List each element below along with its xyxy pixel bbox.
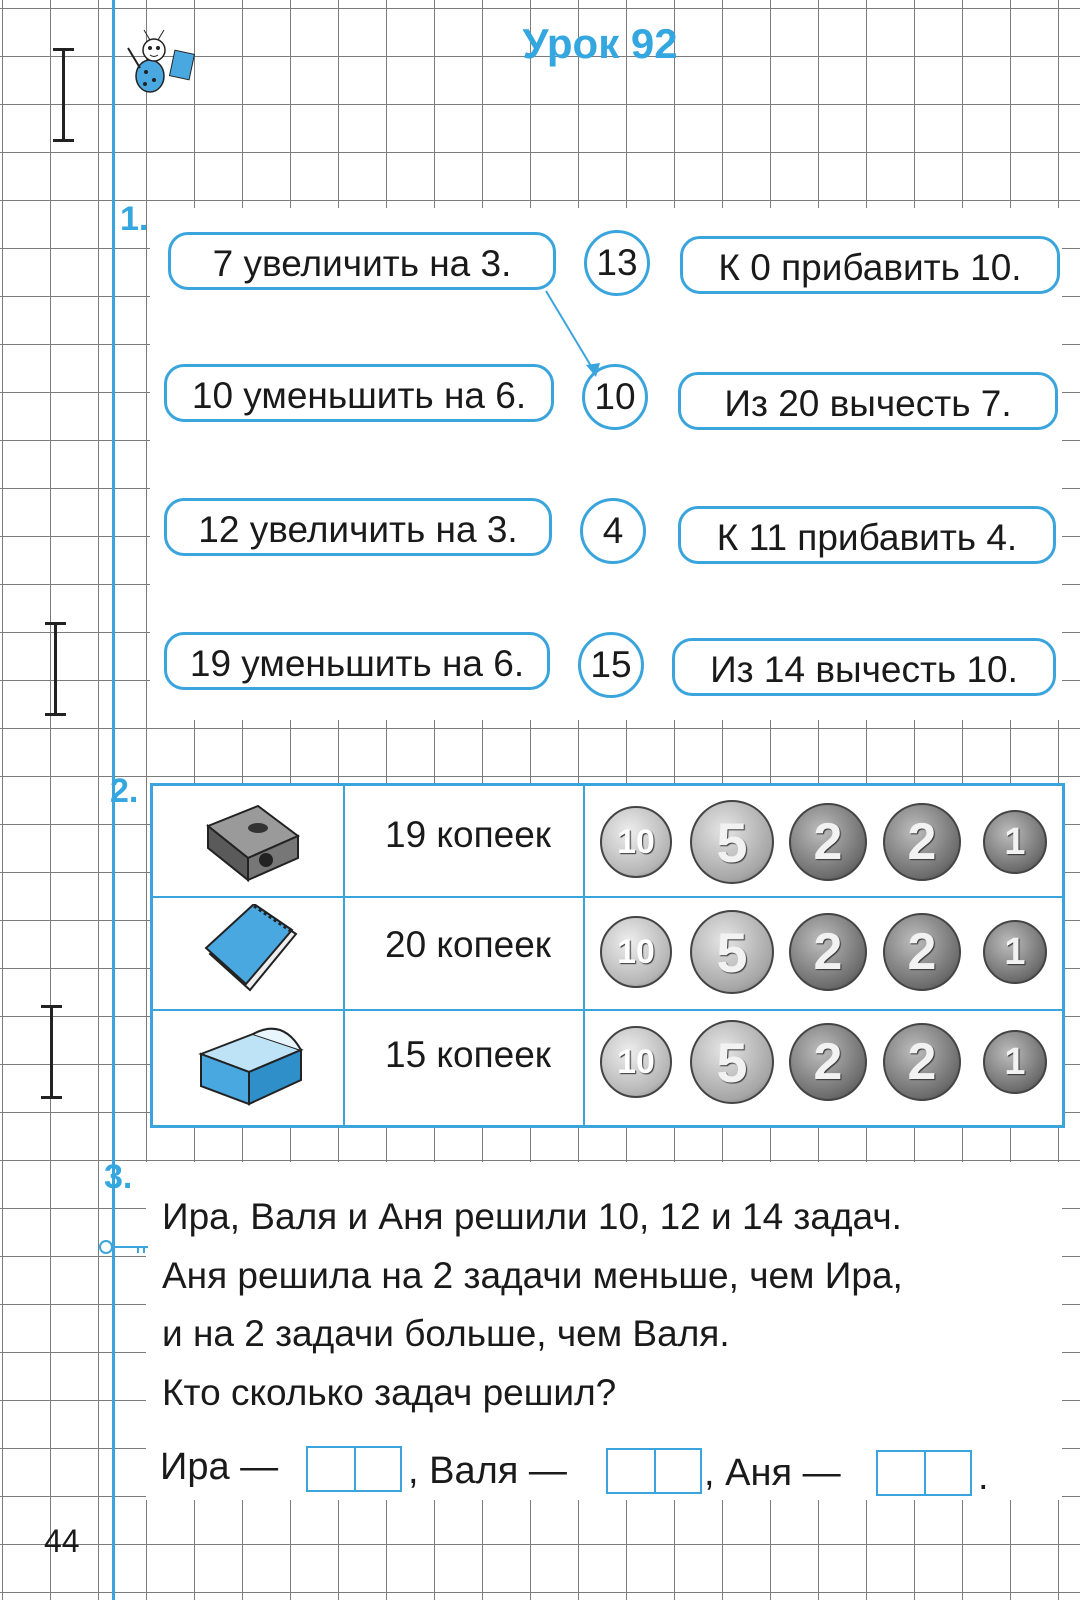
result-circle-1: 13 [584,230,650,296]
problem-line-2: Аня решила на 2 задачи меньше, чем Ира, [162,1255,903,1296]
task1-number: 1. [120,200,149,238]
coin-2[interactable]: 2 [883,1023,961,1101]
answer-label-ira: Ира — [160,1446,279,1488]
result-circle-2: 10 [582,364,648,430]
coin-1[interactable]: 1 [983,920,1047,984]
coin-5[interactable]: 5 [690,800,774,884]
expression-right-1: К 0 прибавить 10. [680,236,1060,294]
coin-2[interactable]: 2 [883,803,961,881]
price-1: 19 копеек [385,814,551,855]
connector-arrow [540,285,610,385]
price-3: 15 копеек [385,1034,551,1075]
result-circle-4: 15 [578,632,644,698]
answer-box-anya[interactable] [876,1450,972,1496]
problem-line-1: Ира, Валя и Аня решили 10, 12 и 14 задач. [162,1196,902,1237]
answer-end: . [978,1456,989,1498]
price-2: 20 копеек [385,924,551,965]
answer-label-valya: , Валя — [408,1450,567,1492]
sharpener-icon [198,796,308,886]
expression-right-2: Из 20 вычесть 7. [678,372,1058,430]
coin-2[interactable]: 2 [789,913,867,991]
page-number: 44 [44,1523,80,1559]
margin-tick [54,622,57,716]
answer-box-valya[interactable] [606,1448,702,1494]
answer-label-anya: , Аня — [704,1452,841,1494]
problem-line-3: и на 2 задачи больше, чем Валя. [162,1313,730,1354]
coin-2[interactable]: 2 [789,803,867,881]
expression-left-4: 19 уменьшить на 6. [164,632,550,690]
answer-box-ira[interactable] [306,1446,402,1492]
coin-2[interactable]: 2 [789,1023,867,1101]
coin-1[interactable]: 1 [983,810,1047,874]
coin-10[interactable]: 10 [600,1026,672,1098]
expression-left-1: 7 увеличить на 3. [168,232,556,290]
expression-right-4: Из 14 вычесть 10. [672,638,1056,696]
notepad-icon [198,904,308,999]
coin-5[interactable]: 5 [690,1020,774,1104]
result-circle-3: 4 [580,498,646,564]
problem-question: Кто сколько задач решил? [162,1372,617,1413]
task2-number: 2. [110,772,139,810]
coin-5[interactable]: 5 [690,910,774,994]
price-table [150,783,1065,1128]
task3-number: 3. [104,1158,133,1196]
coin-2[interactable]: 2 [883,913,961,991]
ladybug-mascot-icon [120,28,200,98]
expression-right-3: К 11 прибавить 4. [678,506,1056,564]
margin-tick [50,1005,53,1099]
coin-1[interactable]: 1 [983,1030,1047,1094]
expression-left-2: 10 уменьшить на 6. [164,364,554,422]
expression-left-3: 12 увеличить на 3. [164,498,552,556]
coin-10[interactable]: 10 [600,916,672,988]
coin-10[interactable]: 10 [600,806,672,878]
page-title: Урок 92 [522,20,678,67]
margin-tick [62,48,65,142]
eraser-icon [193,1014,313,1114]
key-icon [98,1238,150,1256]
